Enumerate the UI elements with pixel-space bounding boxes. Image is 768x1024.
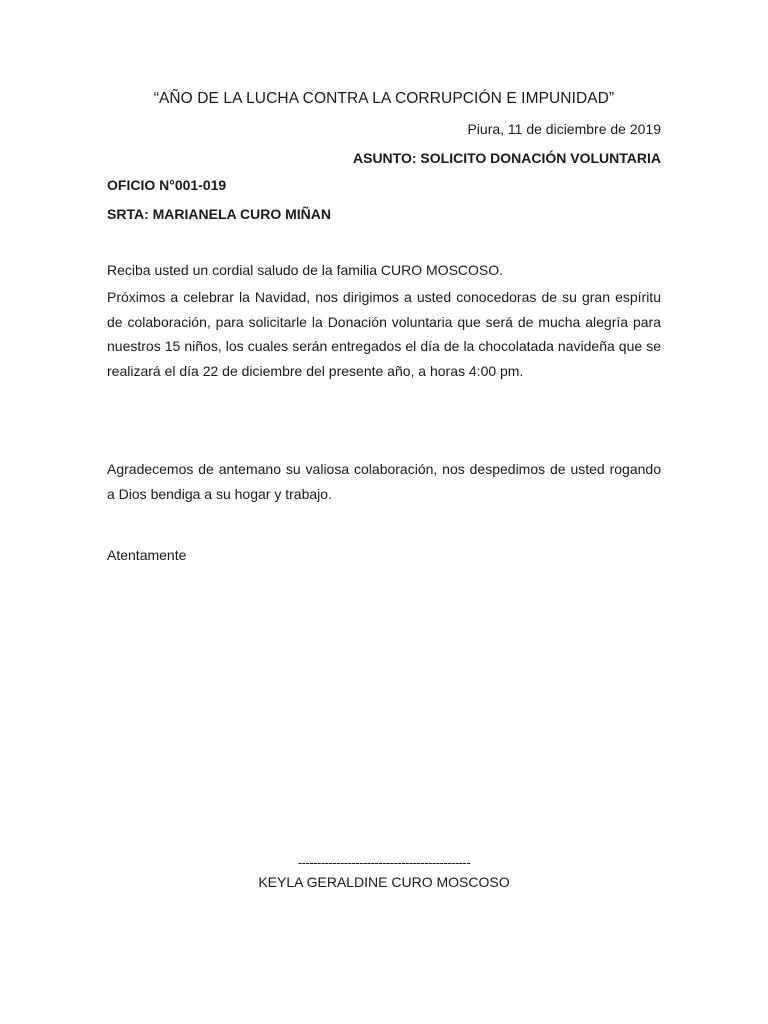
closing-text: Atentamente — [107, 547, 187, 563]
recipient-line: SRTA: MARIANELA CURO MIÑAN — [107, 206, 331, 222]
signer-name: KEYLA GERALDINE CURO MOSCOSO — [258, 874, 510, 890]
place-date: Piura, 11 de diciembre de 2019 — [467, 121, 661, 137]
body-paragraph-request: Próximos a celebrar la Navidad, nos dirigimos a usted conocedoras de su gran espíritu de colaboración, para solicitarle la Donación voluntaria que será de mucha alegría para nuestros 15 niños, los cuales serán entregados el día de la chocolatada navideña que se realizará el día 22 de diciembre del presente año, a horas 4:00 pm. — [107, 289, 661, 379]
subject-line: ASUNTO: SOLICITO DONACIÓN VOLUNTARIA — [353, 150, 661, 166]
signature-line: --------------------------------------------- — [297, 855, 471, 870]
year-motto-heading: “AÑO DE LA LUCHA CONTRA LA CORRUPCIÓN E IMPUNIDAD” — [153, 90, 615, 107]
oficio-number: OFICIO N°001-019 — [107, 177, 227, 193]
greeting-text: Reciba usted un cordial saludo de la familia CURO MOSCOSO. — [107, 262, 504, 278]
body-paragraph-thanks: Agradecemos de antemano su valiosa colaboración, nos despedimos de usted rogando a Dios bendiga a su hogar y trabajo. — [107, 461, 661, 502]
